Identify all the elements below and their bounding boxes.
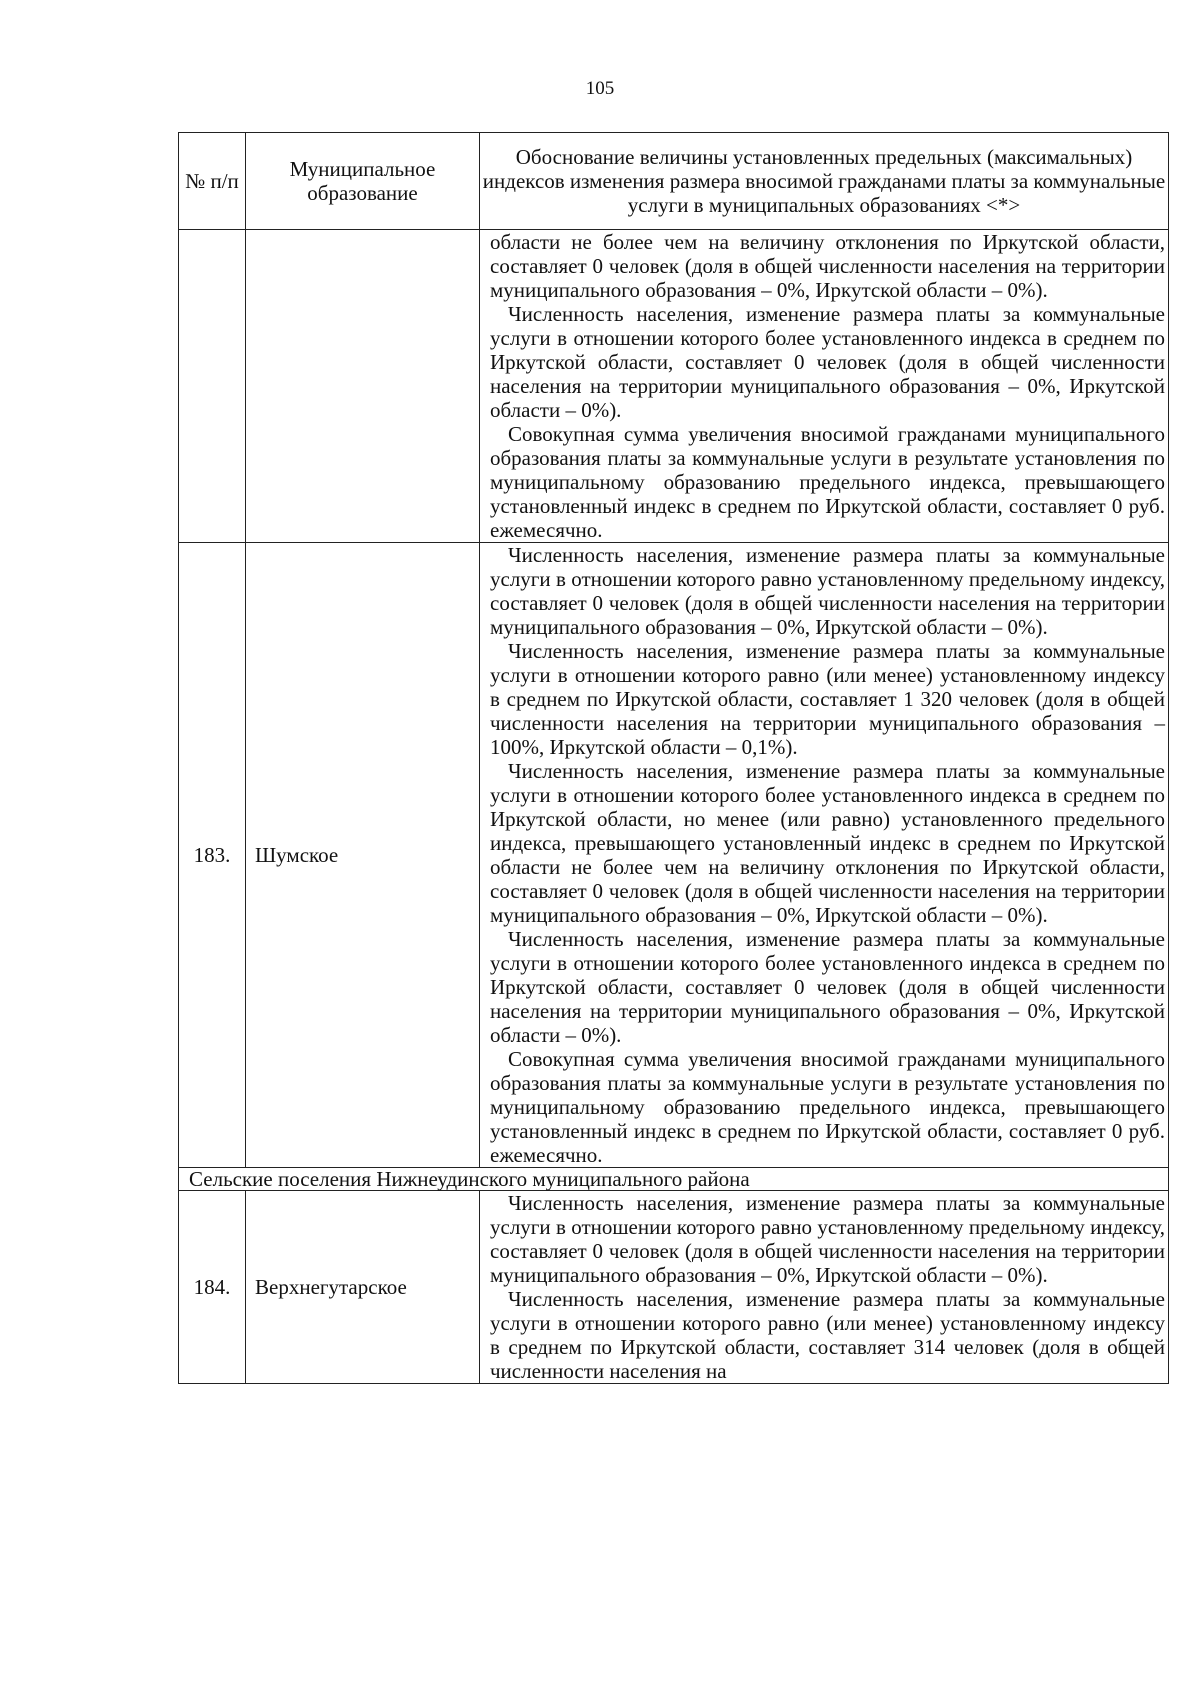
tariff-index-table: [178, 132, 1169, 1384]
justification-text: [480, 230, 1169, 543]
page-number: 105: [585, 78, 615, 99]
paragraph: Численность населения, изменение размера платы за коммунальные услуги в отношении которого равно установленному предельному индексу, составляет 0 человек (доля в общей численности населения на территории муниципального образования – 0%, Иркутской области – 0%).: [490, 1191, 1165, 1287]
paragraph: Совокупная сумма увеличения вносимой гражданами муниципального образования платы за коммунальные услуги в результате установления по муниципальному образованию предельного индекса, превышающего установленный индекс в среднем по Иркутской области, составляет 0 руб. ежемесячно.: [490, 1047, 1165, 1167]
paragraph: области не более чем на величину отклонения по Иркутской области, составляет 0 человек (доля в общей численности населения на территории муниципального образования – 0%, Иркутской области – 0%).: [490, 230, 1165, 302]
row-number: 183.: [179, 543, 246, 1168]
paragraph: Численность населения, изменение размера платы за коммунальные услуги в отношении которого более установленного индекса в среднем по Иркутской области, но менее (или равно) установленного предельного индекса, превышающего установленный индекс в среднем по Иркутской области не более чем на величину отклонения по Иркутской области, составляет 0 человек (доля в общей численности населения на территории муниципального образования – 0%, Иркутской области – 0%).: [490, 759, 1165, 927]
municipality-name: Шумское: [246, 543, 480, 1168]
paragraph: Численность населения, изменение размера платы за коммунальные услуги в отношении которого более установленного индекса в среднем по Иркутской области, составляет 0 человек (доля в общей численности населения на территории муниципального образования – 0%, Иркутской области – 0%).: [490, 927, 1165, 1047]
table-row: [179, 543, 1169, 1168]
paragraph: Численность населения, изменение размера платы за коммунальные услуги в отношении которого равно (или менее) установленному индексу в среднем по Иркутской области, составляет 1 320 человек (доля в общей численности населения на территории муниципального образования – 100%, Иркутской области – 0,1%).: [490, 639, 1165, 759]
paragraph: Численность населения, изменение размера платы за коммунальные услуги в отношении которого более установленного индекса в среднем по Иркутской области, составляет 0 человек (доля в общей численности населения на территории муниципального образования – 0%, Иркутской области – 0%).: [490, 302, 1165, 422]
header-number: № п/п: [179, 133, 246, 230]
section-title: Сельские поселения Нижнеудинского муниципального района: [179, 1168, 1169, 1191]
row-number: [179, 230, 246, 543]
header-municipality: Муниципальное образование: [246, 133, 480, 230]
paragraph: Численность населения, изменение размера платы за коммунальные услуги в отношении которого равно (или менее) установленному индексу в среднем по Иркутской области, составляет 314 человек (доля в общей численности населения на: [490, 1287, 1165, 1383]
paragraph: Совокупная сумма увеличения вносимой гражданами муниципального образования платы за коммунальные услуги в результате установления по муниципальному образованию предельного индекса, превышающего установленный индекс в среднем по Иркутской области, составляет 0 руб. ежемесячно.: [490, 422, 1165, 542]
row-number: 184.: [179, 1191, 246, 1384]
header-justification: Обоснование величины установленных предельных (максимальных) индексов изменения размера вносимой гражданами платы за коммунальные услуги в муниципальных образованиях <*>: [480, 133, 1169, 230]
table-header-row: [179, 133, 1169, 230]
paragraph: Численность населения, изменение размера платы за коммунальные услуги в отношении которого равно установленному предельному индексу, составляет 0 человек (доля в общей численности населения на территории муниципального образования – 0%, Иркутской области – 0%).: [490, 543, 1165, 639]
municipality-name: [246, 230, 480, 543]
section-row: [179, 1168, 1169, 1191]
justification-text: [480, 543, 1169, 1168]
justification-text: [480, 1191, 1169, 1384]
table-row: [179, 1191, 1169, 1384]
table-row: [179, 230, 1169, 543]
municipality-name: Верхнегутарское: [246, 1191, 480, 1384]
